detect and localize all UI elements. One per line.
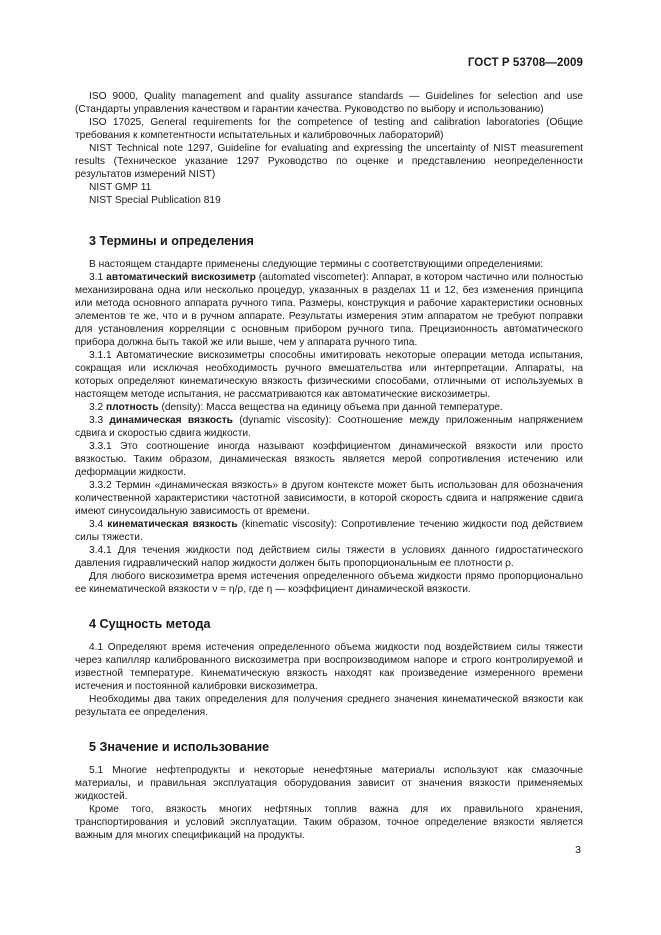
definition-text: (density): Масса вещества на единицу объема при данной температуре. (158, 402, 503, 413)
reference-item: NIST Special Publication 819 (89, 195, 221, 206)
definition-3-3 (75, 414, 583, 440)
term-dynamic-viscosity: динамическая вязкость (109, 415, 233, 426)
section-terms (75, 233, 583, 596)
note-3-4-1: 3.4.1 Для течения жидкости под действием силы тяжести в условиях данного гидростатического давления гидравлический напор жидкости должен быть пропорциональным ее плотности ρ. (75, 545, 583, 569)
note-3-4-2: Для любого вискозиметра время истечения определенного объема жидкости прямо пропорционально ее кинематической вязкости ν = η/ρ, где η — коэффициент динамической вязкости. (75, 571, 583, 595)
reference-item: NIST Technical note 1297, Guideline for evaluating and expressing the uncertainty of NIST measurement results (Техническое указание 1297 Руководство по оценке и представлению неопределенности результатов измерений NIST) (75, 143, 583, 180)
clause-number: 3.3 (89, 415, 104, 426)
note-3-1-1: 3.1.1 Автоматические вискозиметры способны имитировать некоторые операции метода испытания, сокращая или исключая необходимость ручного вмешательства или интерпретации. Аппараты, на которых определяют кинематическую вязкость физическими способами, отличными от используемых в настоящем методе испытания, не рассматриваются как автоматические вискозиметры. (75, 350, 583, 400)
document-body (75, 90, 583, 842)
reference-item: ISO 9000, Quality management and quality assurance standards — Guidelines for selection and use (Стандарты управления качеством и гарантии качества. Руководство по выбору и использованию) (75, 91, 583, 115)
section-3-title: 3 Термины и определения (89, 234, 254, 248)
definition-3-4 (75, 518, 583, 544)
section-3-intro: В настоящем стандарте применены следующие термины с соответствующими определениями: (89, 259, 544, 270)
section-method (75, 616, 583, 719)
term-density: плотность (106, 402, 159, 413)
definition-text: (kinematic viscosity): Сопротивление течению жидкости под действием силы тяжести. (75, 519, 584, 543)
references-list (75, 90, 583, 207)
section-significance (75, 739, 583, 842)
definition-text: (automated viscometer): Аппарат, в котором частично или полностью механизирована одна или несколько процедур, указанных в разделах 11 и 12, без изменения принципа или метода основного аппарата ручного типа. Размеры, конструкция и рабочие характеристики основных элементов те же, что и в ручном аппарате. Результаты измерения этим аппаратом не требуют поправки для установления корреляции с основным прибором ручного типа. Прецизионность автоматического прибора должна быть такой же или выше, чем у аппарата ручного типа. (75, 272, 583, 348)
reference-item: ISO 17025, General requirements for the competence of testing and calibration laboratories (Общие требования к компетентности испытательных и калибровочных лабораторий) (75, 117, 583, 141)
clause-4-1-cont: Необходимы два таких определения для получения среднего значения кинематической вязкости как результата ее определения. (75, 694, 583, 718)
note-3-3-1: 3.3.1 Это соотношение иногда называют коэффициентом динамической вязкости или просто вязкостью. Таким образом, динамическая вязкость является мерой сопротивления истечению или деформации жидкости. (75, 441, 583, 478)
definition-3-2 (75, 401, 583, 414)
clause-number: 3.2 (89, 402, 104, 413)
section-5-title: 5 Значение и использование (89, 740, 270, 754)
reference-item: NIST GMP 11 (89, 182, 152, 193)
section-4-title: 4 Сущность метода (89, 617, 211, 631)
page-number: 3 (575, 844, 581, 856)
clause-number: 3.4 (89, 519, 104, 530)
term-automated-viscometer: автоматический вискозиметр (106, 272, 256, 283)
term-kinematic-viscosity: кинематическая вязкость (107, 519, 238, 530)
clause-number: 3.1 (89, 272, 104, 283)
clause-5-1-cont: Кроме того, вязкость многих нефтяных топлив важна для их правильного хранения, транспортирования и условий эксплуатации. Таким образом, точное определение вязкости является важным для многих спецификаций на продукты. (75, 804, 583, 841)
clause-5-1: 5.1 Многие нефтепродукты и некоторые ненефтяные материалы используют как смазочные материалы, и правильная эксплуатация оборудования зависит от значения вязкости применяемых жидкостей. (75, 765, 583, 802)
definition-3-1 (75, 271, 583, 349)
definition-text: (dynamic viscosity): Соотношение между приложенным напряжением сдвига и скоростью сдвига жидкости. (75, 415, 583, 439)
clause-4-1: 4.1 Определяют время истечения определенного объема жидкости под воздействием силы тяжести через капилляр калиброванного вискозиметра при воспроизводимом напоре и строго контролируемой и известной температуре. Кинематическую вязкость находят как произведение измеренного времени истечения и постоянной калибровки вискозиметра. (75, 642, 583, 692)
note-3-3-2: 3.3.2 Термин «динамическая вязкость» в другом контексте может быть использован для обозначения количественной характеристики частотной зависимости, в которой скорость сдвига и напряжение сдвига имеют синусоидальную зависимость от времени. (75, 480, 583, 517)
standard-designation: ГОСТ Р 53708—2009 (467, 57, 583, 69)
